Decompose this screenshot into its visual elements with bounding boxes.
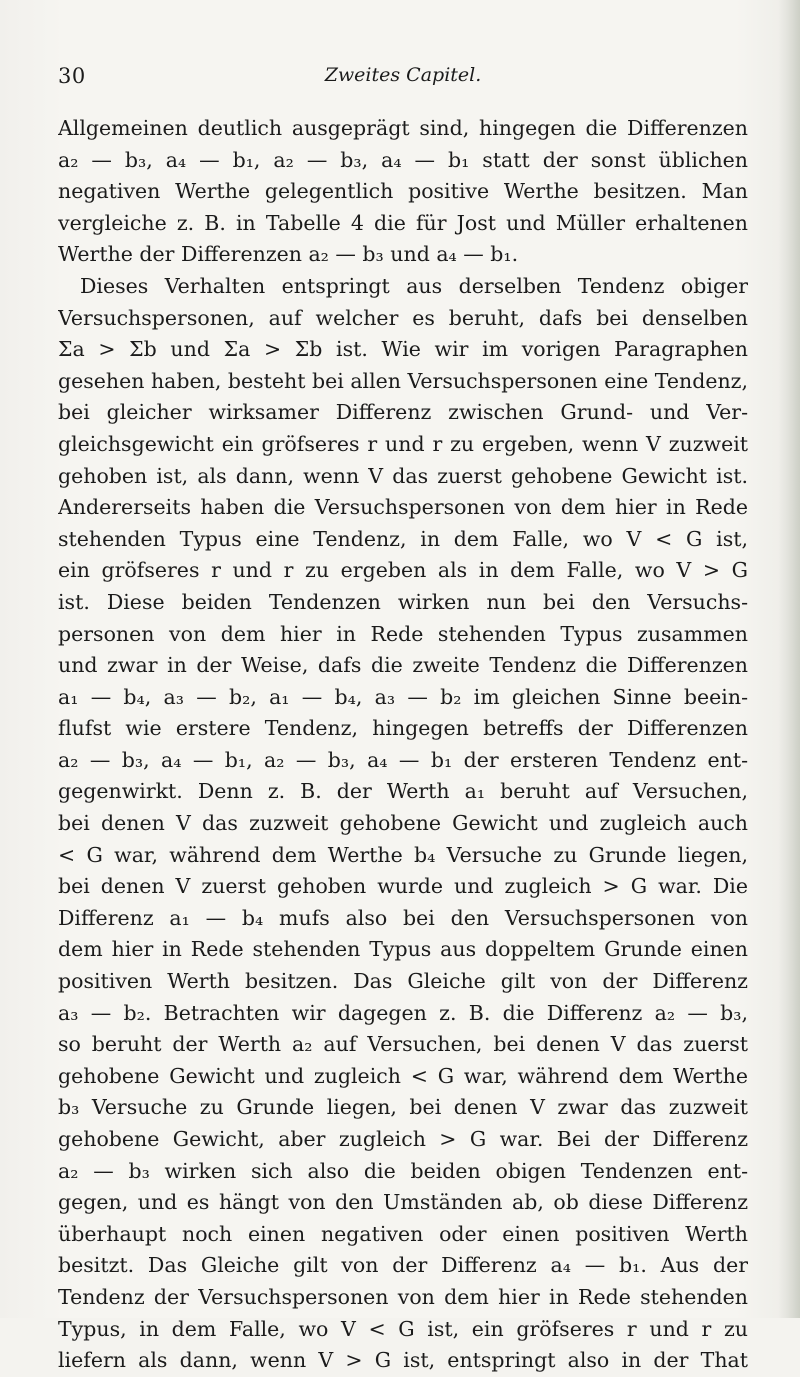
text-line: gleichsgewicht ein gröfseres r und r zu ergeben, wenn V zuzweit — [58, 431, 748, 456]
text-line: gegenwirkt. Denn z. B. der Werth a₁ beruht auf Versuchen, — [58, 779, 748, 804]
text-line: a₂ — b₃, a₄ — b₁, a₂ — b₃, a₄ — b₁ statt der sonst üblichen — [58, 147, 748, 172]
text-line: b₃ Versuche zu Grunde liegen, bei denen V zwar das zuzweit — [58, 1095, 748, 1120]
text-line: dem hier in Rede stehenden Typus aus doppeltem Grunde einen — [58, 937, 748, 962]
text-line: a₂ — b₃, a₄ — b₁, a₂ — b₃, a₄ — b₁ der ersteren Tendenz ent- — [58, 747, 748, 772]
text-line: Differenz a₁ — b₄ mufs also bei den Versuchspersonen von — [58, 905, 748, 930]
text-line: a₃ — b₂. Betrachten wir dagegen z. B. die Differenz a₂ — b₃, — [58, 1000, 748, 1025]
text-line: ein gröfseres r und r zu ergeben als in dem Falle, wo V > G — [58, 558, 748, 583]
text-line: so beruht der Werth a₂ auf Versuchen, bei denen V das zuerst — [58, 1032, 748, 1057]
text-line: ist. Diese beiden Tendenzen wirken nun bei den Versuchs- — [58, 589, 748, 614]
text-line: personen von dem hier in Rede stehenden Typus zusammen — [58, 621, 748, 646]
text-line: Typus, in dem Falle, wo V < G ist, ein gröfseres r und r zu — [58, 1316, 748, 1341]
body-text — [58, 113, 748, 1377]
page-header — [58, 64, 748, 94]
text-line: stehenden Typus eine Tendenz, in dem Falle, wo V < G ist, — [58, 526, 748, 551]
text-line: liefern als dann, wenn V > G ist, entspringt also in der That — [58, 1348, 748, 1373]
text-line: Allgemeinen deutlich ausgeprägt sind, hingegen die Differenzen — [58, 116, 748, 140]
text-line: und zwar in der Weise, dafs die zweite Tendenz die Differenzen — [58, 653, 748, 678]
page-number: 30 — [58, 64, 86, 88]
text-line: gehobene Gewicht, aber zugleich > G war. Bei der Differenz — [58, 1127, 748, 1151]
text-line: bei denen V zuerst gehoben wurde und zugleich > G war. Die — [58, 874, 748, 899]
text-line: gehoben ist, als dann, wenn V das zuerst gehobene Gewicht ist. — [58, 463, 748, 488]
text-line: negativen Werthe gelegentlich positive Werthe besitzen. Man — [58, 179, 748, 204]
page-edge-shadow — [778, 0, 800, 1318]
text-line: überhaupt noch einen negativen oder einen positiven Werth — [58, 1221, 748, 1246]
text-line: Werthe der Differenzen a₂ — b₃ und a₄ — b₁. — [58, 242, 519, 267]
text-line: Tendenz der Versuchspersonen von dem hier in Rede stehenden — [58, 1284, 748, 1309]
text-line: bei denen V das zuzweit gehobene Gewicht und zugleich auch — [58, 811, 748, 836]
text-line: < G war, während dem Werthe b₄ Versuche zu Grunde liegen, — [58, 842, 748, 867]
text-line: Σa > Σb und Σa > Σb ist. Wie wir im vorigen Paragraphen — [58, 337, 748, 362]
text-line: besitzt. Das Gleiche gilt von der Differenz a₄ — b₁. Aus der — [58, 1253, 748, 1278]
text-line: vergleiche z. B. in Tabelle 4 die für Jost und Müller erhaltenen — [58, 210, 748, 235]
text-line: flufst wie erstere Tendenz, hingegen betreffs der Differenzen — [58, 716, 748, 741]
text-line: a₂ — b₃ wirken sich also die beiden obigen Tendenzen ent- — [58, 1158, 748, 1183]
text-line: gesehen haben, besteht bei allen Versuchspersonen eine Tendenz, — [58, 368, 748, 393]
text-line: bei gleicher wirksamer Differenz zwischen Grund- und Ver- — [58, 400, 748, 425]
text-line: positiven Werth besitzen. Das Gleiche gilt von der Differenz — [58, 969, 748, 994]
text-line: Versuchspersonen, auf welcher es beruht, dafs bei denselben — [58, 305, 748, 330]
text-line: gehobene Gewicht und zugleich < G war, während dem Werthe — [58, 1063, 748, 1088]
running-head: Zweites Capitel. — [324, 64, 482, 86]
text-line: a₁ — b₄, a₃ — b₂, a₁ — b₄, a₃ — b₂ im gleichen Sinne beein- — [58, 684, 748, 709]
text-line: gegen, und es hängt von den Umständen ab, ob diese Differenz — [58, 1190, 748, 1215]
text-line: Dieses Verhalten entspringt aus derselben Tendenz obiger — [80, 273, 748, 298]
text-line: Andererseits haben die Versuchspersonen von dem hier in Rede — [58, 495, 748, 520]
